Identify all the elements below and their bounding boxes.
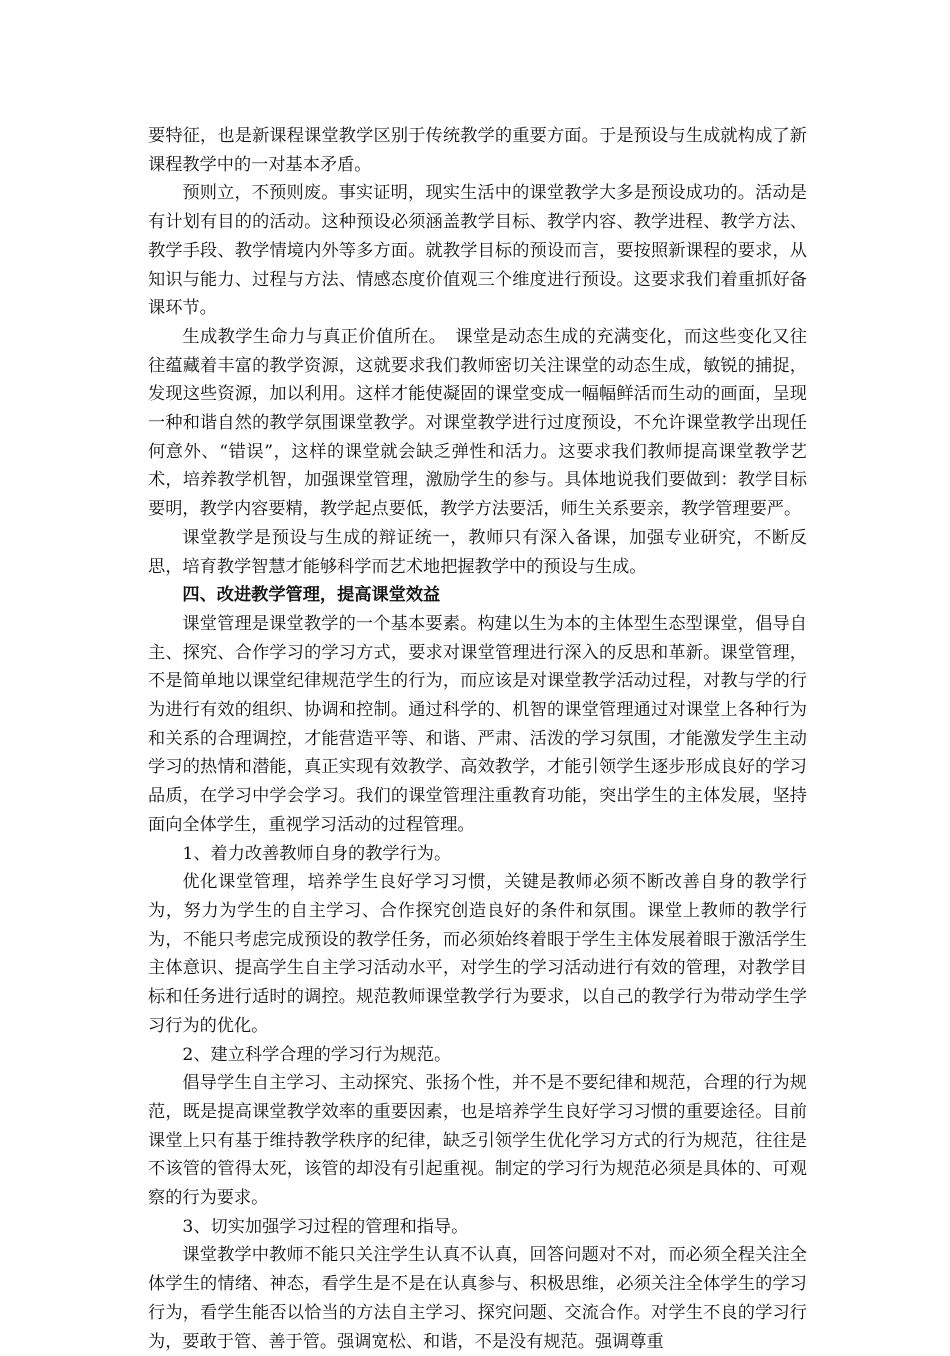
subheading-2: 2、建立科学合理的学习行为规范。 — [182, 1044, 452, 1065]
paragraph-4: 课堂教学是预设与生成的辩证统一，教师只有深入备课，加强专业研究，不断反思，培育教学智慧才能够科学而艺术地把握教学中的预设与生成。 — [148, 527, 807, 577]
paragraph-10: 倡导学生自主学习、主动探究、张扬个性，并不是不要纪律和规范，合理的行为规范，既是提高课堂教学效率的重要因素，也是培养学生良好学习习惯的重要途径。目前课堂上只有基于维持教学秩序的纪律，缺乏引领学生优化学习方式的行为规范，往往是不该管的管得太死，该管的却没有引起重视。制定的学习行为规范必须是具体的、可观察的行为要求。 — [148, 1073, 807, 1209]
subheading-1: 1、着力改善教师自身的教学行为。 — [182, 843, 452, 864]
paragraph-2: 预则立，不预则废。事实证明，现实生活中的课堂教学大多是预设成功的。活动是有计划有目的的活动。这种预设必须涵盖教学目标、教学内容、教学进程、教学方法、教学手段、教学情境内外等多方面。就教学目标的预设而言，要按照新课程的要求，从知识与能力、过程与方法、情感态度价值观三个维度进行预设。这要求我们着重抓好备课环节。 — [148, 183, 807, 319]
section-heading: 四、改进教学管理，提高课堂效益 — [182, 585, 441, 606]
document-body — [148, 122, 807, 1356]
paragraph-1: 要特征，也是新课程课堂教学区别于传统教学的重要方面。于是预设与生成就构成了新课程教学中的一对基本矛盾。 — [148, 126, 807, 175]
paragraph-12: 课堂教学中教师不能只关注学生认真不认真，回答问题对不对，而必须全程关注全体学生的情绪、神态，看学生是不是在认真参与、积极思维，必须关注全体学生的学习行为，看学生能否以恰当的方法自主学习、探究问题、交流合作。对学生不良的学习行为，要敢于管、善于管。强调宽松、和谐，不是没有规范。强调尊重 — [148, 1245, 807, 1352]
paragraph-6: 课堂管理是课堂教学的一个基本要素。构建以生为本的主体型生态型课堂，倡导自主、探究、合作学习的学习方式，要求对课堂管理进行深入的反思和革新。课堂管理，不是简单地以课堂纪律规范学生的行为，而应该是对课堂教学活动过程，对教与学的行为进行有效的组织、协调和控制。通过科学的、机智的课堂管理通过对课堂上各种行为和关系的合理调控，才能营造平等、和谐、严肃、活泼的学习氛围，才能激发学生主动学习的热情和潜能，真正实现有效教学、高效教学，才能引领学生逐步形成良好的学习品质，在学习中学会学习。我们的课堂管理注重教育功能，突出学生的主体发展，坚持面向全体学生，重视学习活动的过程管理。 — [148, 613, 807, 835]
subheading-3: 3、切实加强学习过程的管理和指导。 — [182, 1216, 469, 1237]
paragraph-8: 优化课堂管理，培养学生良好学习习惯，关键是教师必须不断改善自身的教学行为，努力为学生的自主学习、合作探究创造良好的条件和氛围。课堂上教师的教学行为，不能只考虑完成预设的教学任务，而必须始终着眼于学生主体发展着眼于激活学生主体意识、提高学生自主学习活动水平，对学生的学习活动进行有效的管理，对教学目标和任务进行适时的调控。规范教师课堂教学行为要求，以自己的教学行为带动学生学习行为的优化。 — [148, 872, 807, 1036]
paragraph-3: 生成教学生命力与真正价值所在。 课堂是动态生成的充满变化，而这些变化又往往蕴藏着丰富的教学资源，这就要求我们教师密切关注课堂的动态生成，敏锐的捕捉，发现这些资源，加以利用。这样才能使凝固的课堂变成一幅幅鲜活而生动的画面，呈现一种和谐自然的教学氛围课堂教学。对课堂教学进行过度预设，不允许课堂教学出现任何意外、“错误”，这样的课堂就会缺乏弹性和活力。这要求我们教师提高课堂教学艺术，培养教学机智，加强课堂管理，激励学生的参与。具体地说我们要做到：教学目标要明，教学内容要精，教学起点要低，教学方法要活，师生关系要亲，教学管理要严。 — [148, 326, 807, 520]
